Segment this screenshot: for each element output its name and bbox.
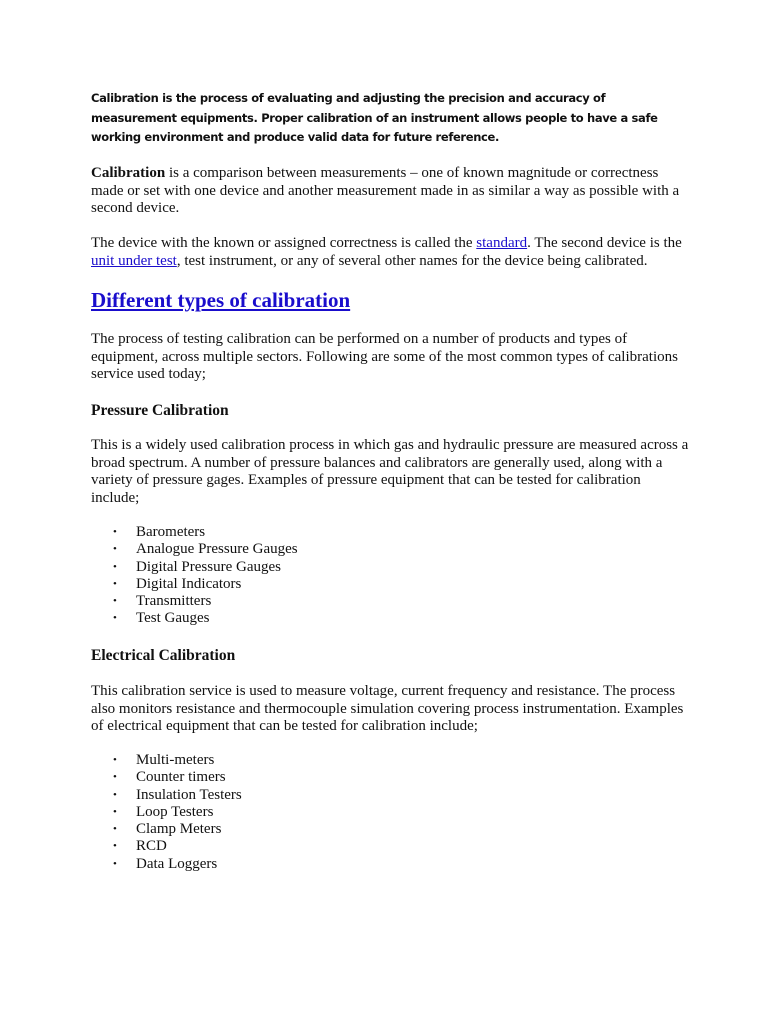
calibration-definition-text: is a comparison between measurements – one of known magnitude or correctness made or set with one device and another measurement made in as similar a way as possible with a second device. xyxy=(91,165,680,217)
list-item xyxy=(91,821,242,838)
bullet: • xyxy=(113,526,117,538)
list-item-text: Test Gauges xyxy=(136,610,210,627)
bullet: • xyxy=(113,560,117,573)
types-intro-paragraph: The process of testing calibration can be performed on a number of products and types of equipment, across multiple sectors. Following are some of the most common types of calibrations service used today; xyxy=(91,331,678,383)
bullet: • xyxy=(113,577,117,590)
standard-text-3: , test instrument, or any of several other names for the device being calibrated. xyxy=(176,252,648,269)
bullet: • xyxy=(113,543,117,556)
pressure-calibration-heading: Pressure Calibration xyxy=(91,402,229,419)
list-item xyxy=(91,576,298,593)
list-item-text: Analogue Pressure Gauges xyxy=(136,541,298,558)
intro-paragraph: Calibration is the process of evaluating and adjusting the precision and accuracy of measurement equipments. Proper calibration of an instrument allows people to have a safe working environment and produce valid data for future reference. xyxy=(91,91,658,144)
list-item-text: Transmitters xyxy=(136,593,212,609)
standard-link[interactable]: standard xyxy=(476,235,528,251)
list-item-text: Digital Pressure Gauges xyxy=(136,558,281,575)
list-item-text: Clamp Meters xyxy=(136,821,222,837)
list-item xyxy=(91,593,298,610)
bullet: • xyxy=(113,805,117,818)
standard-text-2: . The second device is the xyxy=(527,235,682,251)
list-item xyxy=(91,838,242,855)
bullet: • xyxy=(113,612,117,625)
electrical-calibration-heading: Electrical Calibration xyxy=(91,647,236,664)
bullet: • xyxy=(113,771,117,784)
list-item-text: Counter timers xyxy=(136,769,226,786)
unit-under-test-link[interactable]: unit under test xyxy=(91,252,177,269)
bullet: • xyxy=(113,788,117,801)
bullet: • xyxy=(113,857,117,870)
list-item xyxy=(91,610,298,627)
section-heading-link[interactable]: Different types of calibration xyxy=(91,288,351,312)
electrical-calibration-paragraph: This calibration service is used to measure voltage, current frequency and resistance. The process also monitors resistance and thermocouple simulation covering process instrumentation. Examples of electrical equipment that can be tested for calibration include; xyxy=(91,683,684,735)
list-item-text: Insulation Testers xyxy=(136,786,242,803)
standard-paragraph xyxy=(91,235,691,270)
list-item-text: RCD xyxy=(136,838,167,855)
list-item xyxy=(91,787,242,804)
list-item xyxy=(91,524,298,541)
list-item-text: Multi-meters xyxy=(136,752,215,768)
pressure-calibration-paragraph: This is a widely used calibration process in which gas and hydraulic pressure are measured across a broad spectrum. A number of pressure balances and calibrators are generally used, along with a variety of pressure gages. Examples of pressure equipment that can be tested for calibration include; xyxy=(91,437,689,506)
standard-text-1: The device with the known or assigned correctness is called the xyxy=(91,235,477,251)
calibration-term: Calibration xyxy=(91,165,166,181)
list-item-text: Barometers xyxy=(136,524,206,540)
bullet: • xyxy=(113,823,117,835)
bullet: • xyxy=(113,595,117,607)
list-item xyxy=(91,752,242,769)
pressure-equipment-list xyxy=(91,524,298,628)
section-heading xyxy=(91,286,350,314)
list-item xyxy=(91,769,242,786)
list-item xyxy=(91,541,298,558)
list-item xyxy=(91,804,242,821)
list-item-text: Digital Indicators xyxy=(136,575,242,592)
electrical-equipment-list xyxy=(91,752,242,873)
list-item xyxy=(91,856,242,873)
list-item-text: Loop Testers xyxy=(136,803,214,820)
list-item xyxy=(91,559,298,576)
bullet: • xyxy=(113,840,117,853)
calibration-definition-paragraph xyxy=(91,165,691,218)
bullet: • xyxy=(113,754,117,766)
list-item-text: Data Loggers xyxy=(136,855,218,872)
